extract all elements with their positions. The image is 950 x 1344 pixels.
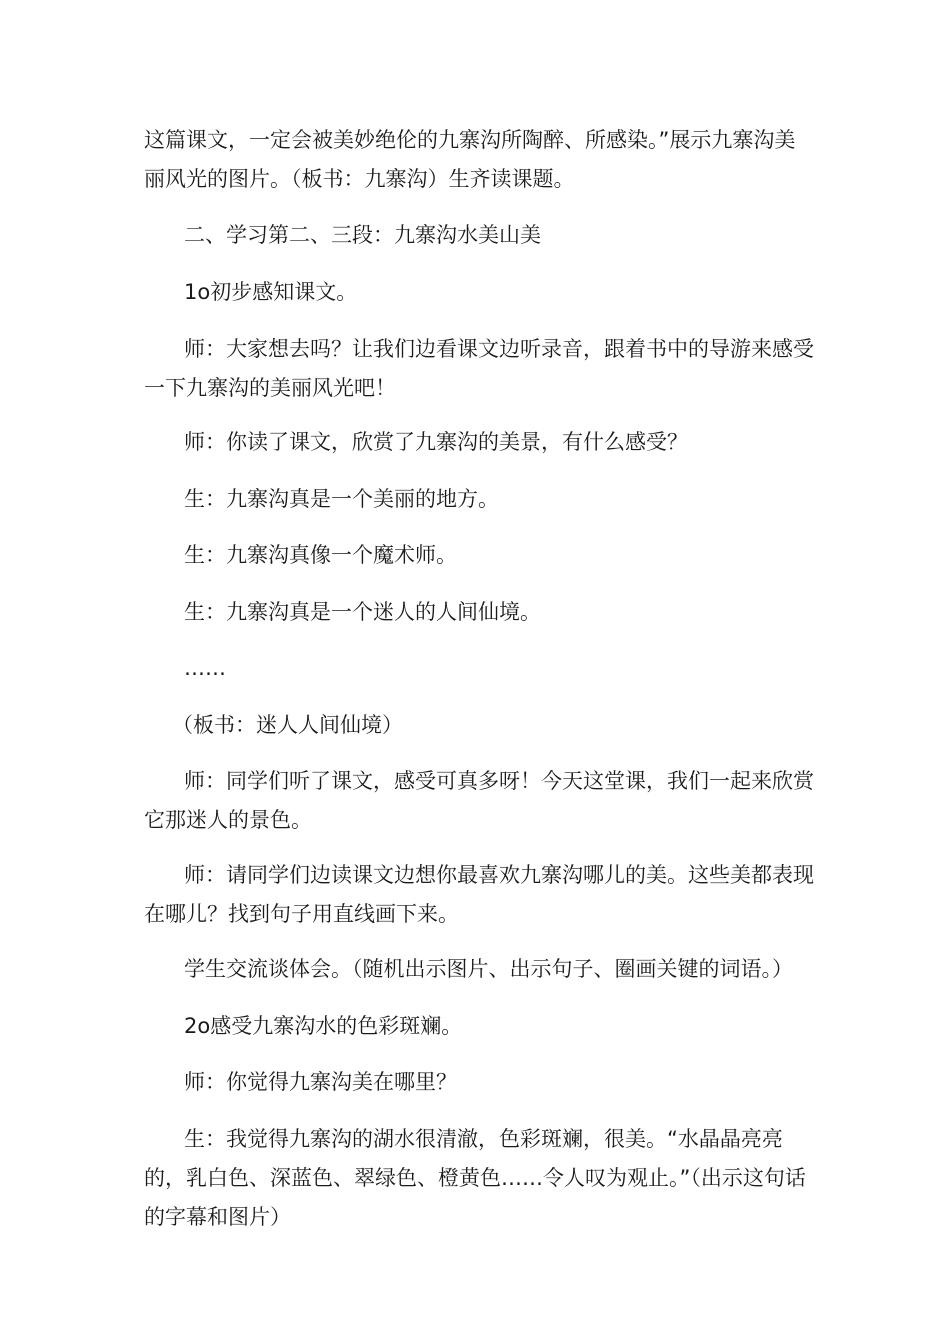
paragraph-board-note: （板书：迷人人间仙境） [172,713,403,737]
paragraph-teacher-2: 师：你读了课文，欣赏了九寨沟的美景，有什么感受？ [184,430,688,454]
paragraph-student-3: 生：九寨沟真是一个迷人的人间仙境。 [184,600,541,624]
paragraph-intro-continuation: 这篇课文，一定会被美妙绝伦的九寨沟所陶醉、所感染。”展示九寨沟美丽风光的图片。（板书：九寨沟）生齐读课题。 [144,128,796,191]
paragraph-teacher-1: 师：大家想去吗？让我们边看课文边听录音，跟着书中的导游来感受一下九寨沟的美丽风光吧！ [144,337,814,400]
paragraph-ellipsis: …… [184,656,226,680]
paragraph-teacher-5: 师：你觉得九寨沟美在哪里？ [184,1070,457,1094]
paragraph-student-2: 生：九寨沟真像一个魔术师。 [184,543,457,567]
paragraph-student-1: 生：九寨沟真是一个美丽的地方。 [184,487,499,511]
paragraph-student-4: 生：我觉得九寨沟的湖水很清澈，色彩斑斓，很美。“水晶晶亮亮的，乳白色、深蓝色、翠绿色、橙黄色……令人叹为观止。”（出示这句话的字幕和图片） [144,1127,806,1229]
step-heading-1: 1o初步感知课文。 [184,280,358,304]
paragraph-teacher-4: 师：请同学们边读课文边想你最喜欢九寨沟哪儿的美。这些美都表现在哪儿？找到句子用直线画下来。 [144,863,814,926]
paragraph-teacher-3: 师：同学们听了课文，感受可真多呀！今天这堂课，我们一起来欣赏它那迷人的景色。 [144,769,814,832]
section-heading-part-two: 二、学习第二、三段：九寨沟水美山美 [184,223,541,247]
paragraph-student-exchange: 学生交流谈体会。（随机出示图片、出示句子、圈画关键的词语。） [184,957,793,981]
step-heading-2: 2o感受九寨沟水的色彩斑斓。 [184,1014,463,1038]
